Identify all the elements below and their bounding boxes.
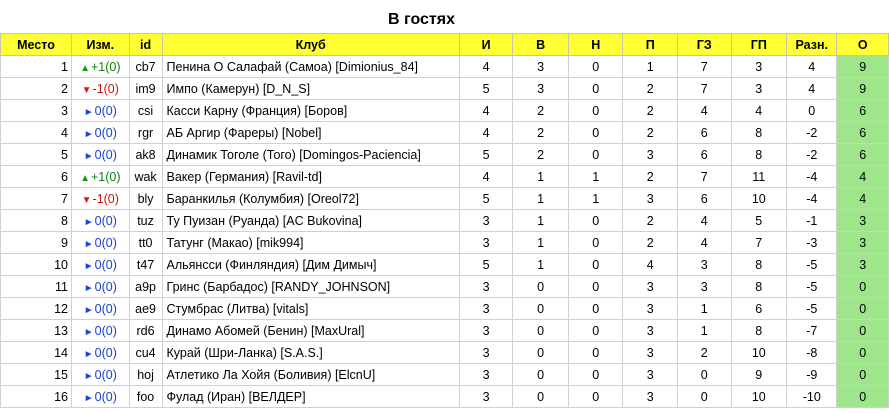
arrow-right-icon: ► (83, 106, 94, 118)
losses-cell: 2 (623, 122, 678, 144)
losses-cell: 2 (623, 232, 678, 254)
arrow-right-icon: ► (83, 150, 94, 162)
wins-cell: 2 (513, 122, 569, 144)
goal-diff-cell: 4 (787, 56, 837, 78)
arrow-up-icon: ▲ (80, 62, 90, 74)
table-row (1, 188, 889, 210)
draws-cell: 0 (568, 78, 623, 100)
goals-for-cell: 7 (678, 56, 732, 78)
games-cell: 3 (459, 342, 513, 364)
goal-diff-cell: -4 (787, 166, 837, 188)
arrow-right-icon: ► (83, 260, 94, 272)
table-row (1, 232, 889, 254)
losses-cell: 4 (623, 254, 678, 276)
wins-cell: 0 (513, 364, 569, 386)
arrow-down-icon: ▼ (81, 194, 92, 206)
goals-against-cell: 11 (731, 166, 787, 188)
col-header-losses[interactable]: П (623, 34, 678, 56)
goals-against-cell: 9 (731, 364, 787, 386)
goals-against-cell: 10 (731, 386, 787, 408)
change-value: 0(0) (94, 125, 117, 140)
club-cell[interactable]: Касси Карну (Франция) [Боров] (162, 100, 459, 122)
arrow-right-icon: ► (83, 304, 94, 316)
losses-cell: 2 (623, 210, 678, 232)
losses-cell: 3 (623, 188, 678, 210)
losses-cell: 1 (623, 56, 678, 78)
draws-cell: 0 (568, 386, 623, 408)
losses-cell: 3 (623, 364, 678, 386)
points-cell: 4 (837, 166, 889, 188)
club-cell[interactable]: Баранкилья (Колумбия) [Oreol72] (162, 188, 459, 210)
id-cell: tt0 (129, 232, 162, 254)
goals-for-cell: 4 (678, 210, 732, 232)
table-row (1, 364, 889, 386)
id-cell: csi (129, 100, 162, 122)
draws-cell: 0 (568, 342, 623, 364)
club-cell[interactable]: Курай (Шри-Ланка) [S.A.S.] (162, 342, 459, 364)
goals-against-cell: 8 (731, 122, 787, 144)
id-cell: ae9 (129, 298, 162, 320)
change-value: 0(0) (94, 103, 117, 118)
change-cell (71, 122, 129, 144)
goals-against-cell: 10 (731, 188, 787, 210)
goals-for-cell: 0 (678, 386, 732, 408)
col-header-change[interactable]: Изм. (71, 34, 129, 56)
table-row (1, 166, 889, 188)
goal-diff-cell: -4 (787, 188, 837, 210)
standings-table (0, 33, 889, 408)
place-cell: 16 (1, 386, 72, 408)
id-cell: bly (129, 188, 162, 210)
wins-cell: 0 (513, 320, 569, 342)
place-cell: 14 (1, 342, 72, 364)
goal-diff-cell: -2 (787, 144, 837, 166)
points-cell: 0 (837, 276, 889, 298)
goals-against-cell: 5 (731, 210, 787, 232)
draws-cell: 0 (568, 364, 623, 386)
id-cell: tuz (129, 210, 162, 232)
points-cell: 0 (837, 386, 889, 408)
change-cell (71, 210, 129, 232)
col-header-club[interactable]: Клуб (162, 34, 459, 56)
goals-for-cell: 1 (678, 298, 732, 320)
goal-diff-cell: -9 (787, 364, 837, 386)
goals-against-cell: 6 (731, 298, 787, 320)
goals-for-cell: 0 (678, 364, 732, 386)
goal-diff-cell: -5 (787, 254, 837, 276)
club-cell[interactable]: Атлетико Ла Хойя (Боливия) [ElcnU] (162, 364, 459, 386)
goals-for-cell: 4 (678, 232, 732, 254)
losses-cell: 2 (623, 166, 678, 188)
club-cell[interactable]: Пенина О Салафай (Самоа) [Dimionius_84] (162, 56, 459, 78)
games-cell: 5 (459, 78, 513, 100)
id-cell: t47 (129, 254, 162, 276)
draws-cell: 1 (568, 166, 623, 188)
place-cell: 10 (1, 254, 72, 276)
change-cell (71, 254, 129, 276)
draws-cell: 0 (568, 298, 623, 320)
goals-for-cell: 4 (678, 100, 732, 122)
col-header-games[interactable]: И (459, 34, 513, 56)
table-row (1, 320, 889, 342)
wins-cell: 2 (513, 100, 569, 122)
change-value: 0(0) (94, 389, 117, 404)
wins-cell: 0 (513, 276, 569, 298)
games-cell: 4 (459, 166, 513, 188)
games-cell: 4 (459, 100, 513, 122)
change-value: 0(0) (94, 301, 117, 316)
goals-against-cell: 10 (731, 342, 787, 364)
change-value: -1(0) (92, 191, 119, 206)
place-cell: 5 (1, 144, 72, 166)
change-cell (71, 298, 129, 320)
id-cell: a9p (129, 276, 162, 298)
points-cell: 9 (837, 78, 889, 100)
losses-cell: 2 (623, 78, 678, 100)
goal-diff-cell: -10 (787, 386, 837, 408)
club-cell[interactable]: Ту Пуизан (Руанда) [AC Bukovina] (162, 210, 459, 232)
losses-cell: 3 (623, 320, 678, 342)
club-cell[interactable]: Гринс (Барбадос) [RANDY_JOHNSON] (162, 276, 459, 298)
goal-diff-cell: -8 (787, 342, 837, 364)
change-cell (71, 144, 129, 166)
place-cell: 7 (1, 188, 72, 210)
draws-cell: 0 (568, 232, 623, 254)
goals-for-cell: 7 (678, 78, 732, 100)
id-cell: im9 (129, 78, 162, 100)
goal-diff-cell: -7 (787, 320, 837, 342)
goals-for-cell: 3 (678, 276, 732, 298)
draws-cell: 0 (568, 276, 623, 298)
change-cell (71, 232, 129, 254)
change-value: 0(0) (94, 323, 117, 338)
page-title: В гостях (388, 11, 455, 28)
place-cell: 8 (1, 210, 72, 232)
wins-cell: 0 (513, 342, 569, 364)
table-row (1, 210, 889, 232)
table-row (1, 276, 889, 298)
losses-cell: 3 (623, 144, 678, 166)
points-cell: 3 (837, 232, 889, 254)
goals-against-cell: 7 (731, 232, 787, 254)
arrow-right-icon: ► (83, 370, 94, 382)
arrow-right-icon: ► (83, 392, 94, 404)
draws-cell: 0 (568, 144, 623, 166)
club-cell[interactable]: Стумбрас (Литва) [vitals] (162, 298, 459, 320)
change-cell (71, 320, 129, 342)
change-value: 0(0) (94, 147, 117, 162)
place-cell: 12 (1, 298, 72, 320)
wins-cell: 1 (513, 210, 569, 232)
losses-cell: 3 (623, 276, 678, 298)
id-cell: rgr (129, 122, 162, 144)
points-cell: 6 (837, 144, 889, 166)
col-header-wins[interactable]: В (513, 34, 569, 56)
table-row (1, 254, 889, 276)
games-cell: 3 (459, 298, 513, 320)
change-cell (71, 188, 129, 210)
wins-cell: 0 (513, 386, 569, 408)
wins-cell: 1 (513, 166, 569, 188)
points-cell: 9 (837, 56, 889, 78)
change-value: 0(0) (94, 235, 117, 250)
wins-cell: 1 (513, 254, 569, 276)
goals-against-cell: 8 (731, 320, 787, 342)
draws-cell: 0 (568, 320, 623, 342)
arrow-right-icon: ► (83, 238, 94, 250)
club-cell[interactable]: Динамик Тоголе (Того) [Domingos-Paciencia] (162, 144, 459, 166)
club-cell[interactable]: Альянсси (Финляндия) [Дим Димыч] (162, 254, 459, 276)
header-row (1, 34, 889, 56)
change-value: 0(0) (94, 345, 117, 360)
id-cell: wak (129, 166, 162, 188)
change-cell (71, 364, 129, 386)
col-header-goal-diff[interactable]: Разн. (787, 34, 837, 56)
col-header-place[interactable]: Место (1, 34, 72, 56)
draws-cell: 1 (568, 188, 623, 210)
points-cell: 3 (837, 210, 889, 232)
change-value: +1(0) (90, 59, 121, 74)
goal-diff-cell: -5 (787, 298, 837, 320)
place-cell: 4 (1, 122, 72, 144)
table-row (1, 56, 889, 78)
games-cell: 3 (459, 210, 513, 232)
club-cell[interactable]: АБ Аргир (Фареры) [Nobel] (162, 122, 459, 144)
id-cell: hoj (129, 364, 162, 386)
goals-against-cell: 3 (731, 56, 787, 78)
arrow-up-icon: ▲ (80, 172, 90, 184)
change-value: -1(0) (92, 81, 119, 96)
points-cell: 6 (837, 100, 889, 122)
points-cell: 0 (837, 342, 889, 364)
draws-cell: 0 (568, 254, 623, 276)
arrow-right-icon: ► (83, 128, 94, 140)
wins-cell: 3 (513, 78, 569, 100)
col-header-goals-against[interactable]: ГП (731, 34, 787, 56)
goals-for-cell: 3 (678, 254, 732, 276)
points-cell: 0 (837, 364, 889, 386)
club-cell[interactable]: Фулад (Иран) [ВЕЛДЕР] (162, 386, 459, 408)
place-cell: 11 (1, 276, 72, 298)
arrow-right-icon: ► (83, 348, 94, 360)
goals-for-cell: 1 (678, 320, 732, 342)
games-cell: 3 (459, 386, 513, 408)
club-cell[interactable]: Импо (Камерун) [D_N_S] (162, 78, 459, 100)
table-row (1, 386, 889, 408)
club-cell[interactable]: Вакер (Германия) [Ravil-td] (162, 166, 459, 188)
games-cell: 5 (459, 254, 513, 276)
change-cell (71, 276, 129, 298)
place-cell: 3 (1, 100, 72, 122)
losses-cell: 3 (623, 342, 678, 364)
goals-against-cell: 8 (731, 144, 787, 166)
club-cell[interactable]: Татунг (Макао) [mik994] (162, 232, 459, 254)
games-cell: 3 (459, 364, 513, 386)
change-cell (71, 56, 129, 78)
table-row (1, 100, 889, 122)
losses-cell: 3 (623, 386, 678, 408)
points-cell: 0 (837, 298, 889, 320)
change-value: 0(0) (94, 213, 117, 228)
goals-for-cell: 7 (678, 166, 732, 188)
arrow-right-icon: ► (83, 216, 94, 228)
table-row (1, 122, 889, 144)
id-cell: foo (129, 386, 162, 408)
change-value: 0(0) (94, 257, 117, 272)
change-value: +1(0) (90, 169, 121, 184)
draws-cell: 0 (568, 100, 623, 122)
id-cell: cu4 (129, 342, 162, 364)
arrow-right-icon: ► (83, 326, 94, 338)
change-cell (71, 100, 129, 122)
games-cell: 4 (459, 122, 513, 144)
arrow-down-icon: ▼ (81, 84, 92, 96)
goal-diff-cell: -5 (787, 276, 837, 298)
table-row (1, 78, 889, 100)
col-header-id[interactable]: id (129, 34, 162, 56)
goals-for-cell: 6 (678, 122, 732, 144)
games-cell: 3 (459, 232, 513, 254)
place-cell: 13 (1, 320, 72, 342)
goals-for-cell: 2 (678, 342, 732, 364)
goal-diff-cell: 0 (787, 100, 837, 122)
change-cell (71, 342, 129, 364)
table-row (1, 144, 889, 166)
wins-cell: 1 (513, 232, 569, 254)
games-cell: 3 (459, 320, 513, 342)
col-header-goals-for[interactable]: ГЗ (678, 34, 732, 56)
goals-for-cell: 6 (678, 144, 732, 166)
arrow-right-icon: ► (83, 282, 94, 294)
games-cell: 5 (459, 144, 513, 166)
goals-for-cell: 6 (678, 188, 732, 210)
change-cell (71, 166, 129, 188)
points-cell: 0 (837, 320, 889, 342)
games-cell: 5 (459, 188, 513, 210)
goals-against-cell: 8 (731, 254, 787, 276)
id-cell: rd6 (129, 320, 162, 342)
goal-diff-cell: -3 (787, 232, 837, 254)
place-cell: 15 (1, 364, 72, 386)
place-cell: 2 (1, 78, 72, 100)
place-cell: 1 (1, 56, 72, 78)
id-cell: cb7 (129, 56, 162, 78)
draws-cell: 0 (568, 210, 623, 232)
change-cell (71, 78, 129, 100)
points-cell: 6 (837, 122, 889, 144)
col-header-draws[interactable]: Н (568, 34, 623, 56)
goal-diff-cell: -1 (787, 210, 837, 232)
place-cell: 6 (1, 166, 72, 188)
goal-diff-cell: -2 (787, 122, 837, 144)
id-cell: ak8 (129, 144, 162, 166)
losses-cell: 2 (623, 100, 678, 122)
games-cell: 3 (459, 276, 513, 298)
goals-against-cell: 3 (731, 78, 787, 100)
draws-cell: 0 (568, 56, 623, 78)
goals-against-cell: 8 (731, 276, 787, 298)
change-cell (71, 386, 129, 408)
wins-cell: 0 (513, 298, 569, 320)
table-row (1, 298, 889, 320)
goal-diff-cell: 4 (787, 78, 837, 100)
points-cell: 4 (837, 188, 889, 210)
club-cell[interactable]: Динамо Абомей (Бенин) [MaxUral] (162, 320, 459, 342)
change-value: 0(0) (94, 367, 117, 382)
wins-cell: 2 (513, 144, 569, 166)
losses-cell: 3 (623, 298, 678, 320)
wins-cell: 1 (513, 188, 569, 210)
draws-cell: 0 (568, 122, 623, 144)
wins-cell: 3 (513, 56, 569, 78)
games-cell: 4 (459, 56, 513, 78)
col-header-points[interactable]: О (837, 34, 889, 56)
change-value: 0(0) (94, 279, 117, 294)
place-cell: 9 (1, 232, 72, 254)
table-row (1, 342, 889, 364)
goals-against-cell: 4 (731, 100, 787, 122)
points-cell: 3 (837, 254, 889, 276)
